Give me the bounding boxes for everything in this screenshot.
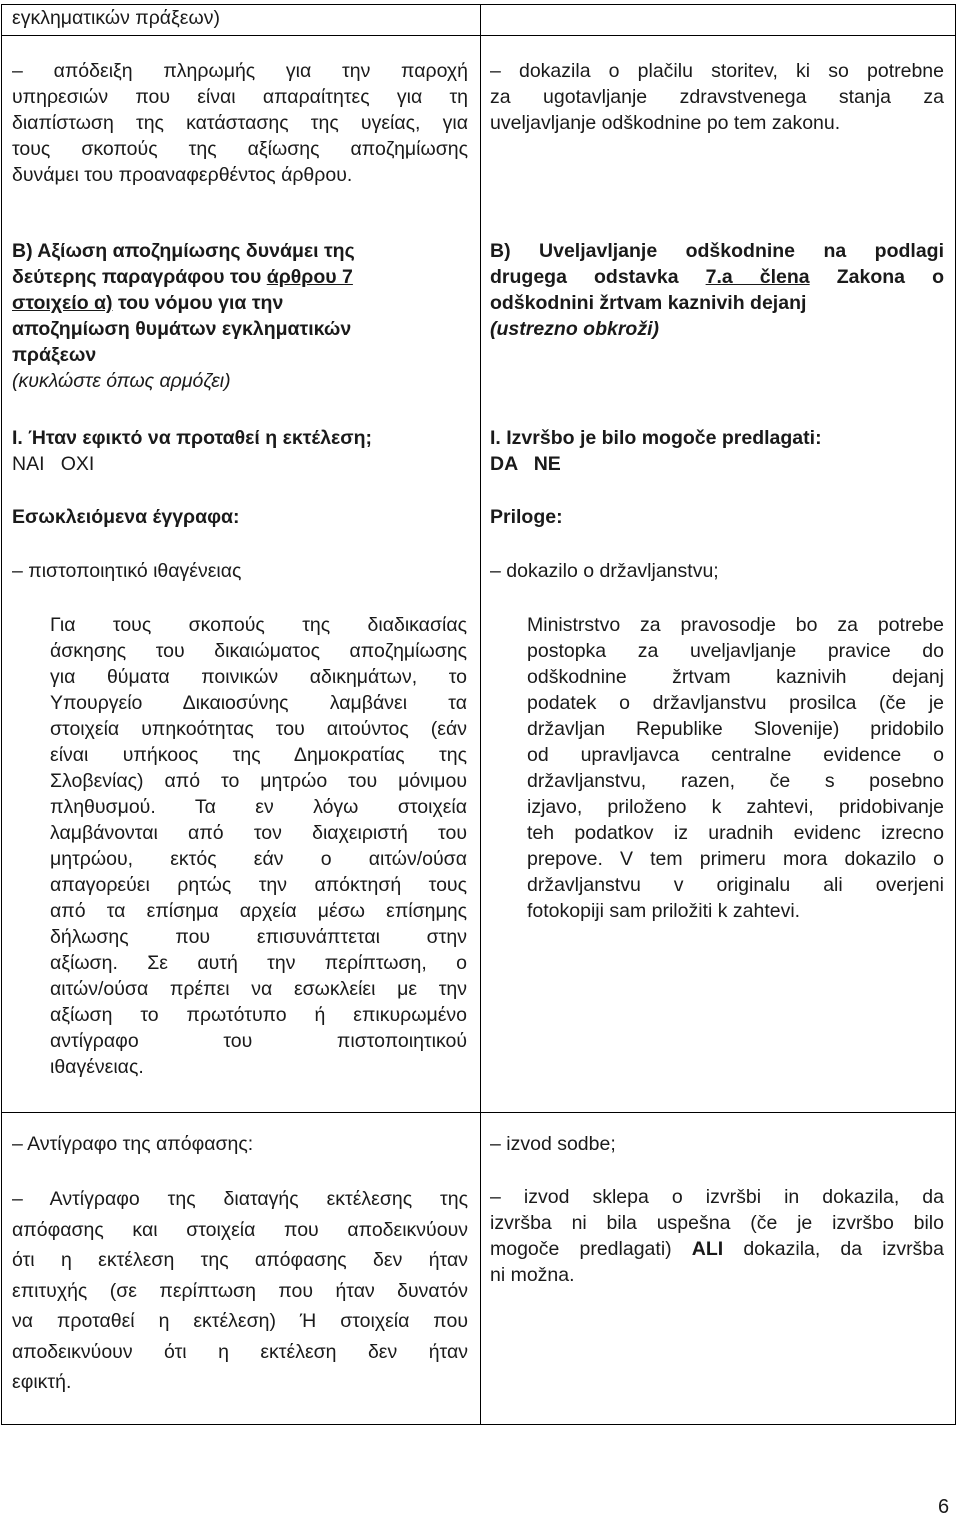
article-reference: 7.a člena xyxy=(705,266,810,288)
text-line: από τα επίσημα αρχεία μέσω επίσημης xyxy=(50,900,467,922)
right-section-b xyxy=(490,238,944,342)
text-line: αξίωση το πρωτότυπο ή επικυρωμένο xyxy=(50,1004,467,1026)
text-line: πληθυσμού. Τα εν λόγω στοιχεία xyxy=(50,796,467,818)
yes-no-answers: ΝΑΙ ΟΧΙ xyxy=(12,453,95,475)
text-line: uveljavljanje odškodnine po tem zakonu. xyxy=(490,112,841,134)
text-line: μητρώου, εκτός εάν ο αιτών/ούσα xyxy=(50,848,467,870)
right-payment-proof xyxy=(490,58,944,136)
left-header-fragment: εγκληματικών πράξεων) xyxy=(12,7,220,29)
article-reference: άρθρου 7 xyxy=(266,266,353,288)
left-question-execution xyxy=(12,425,468,477)
text-line: απόφασης και στοιχεία που αποδεικνύουν xyxy=(12,1218,468,1241)
text-line: fotokopiji sam priložiti k zahtevi. xyxy=(527,900,801,922)
right-question-execution xyxy=(490,425,944,477)
text-line: ότι η εκτέλεση της απόφασης δεν ήταν xyxy=(12,1249,468,1271)
right-citizenship-certificate: – dokazilo o državljanstvu; xyxy=(490,560,719,582)
text-line: državljan Republike Slovenije) pridobilo xyxy=(527,718,944,740)
page-number: 6 xyxy=(938,1496,950,1518)
text-line: – απόδειξη πληρωμής για την παροχή xyxy=(12,60,468,82)
text-line: είναι υπήκοος της Δημοκρατίας της xyxy=(50,744,467,766)
text-line: αποδεικνύουν ότι η εκτέλεση δεν ήταν xyxy=(12,1340,468,1363)
left-citizenship-certificate: – πιστοποιητικό ιθαγένειας xyxy=(12,560,242,582)
text-line: – dokazila o plačilu storitev, ki so potrebne xyxy=(490,60,944,82)
yes-no-answers: DA NE xyxy=(490,453,561,475)
section-b-line: B) Uveljavljanje odškodnine na podlagi xyxy=(490,240,944,262)
row-divider xyxy=(2,1112,955,1113)
section-b-line: odškodnini žrtvam kaznivih dejanj xyxy=(490,292,807,314)
text-line: mogoče predlagati) ALI dokazila, da izvršba xyxy=(490,1238,945,1260)
left-judgment-copy: – Αντίγραφο της απόφασης: xyxy=(12,1133,254,1155)
text-line: podatek o državljanstvu prosilca (če je xyxy=(527,692,944,714)
section-b-line: στοιχείο α) του νόμου για την xyxy=(12,292,284,314)
text-line: εφικτή. xyxy=(12,1371,72,1393)
section-b-note: (ustrezno obkroži) xyxy=(490,318,659,340)
text-line: απαγορεύει ρητώς την απόκτησή τους xyxy=(50,874,467,896)
section-b-line: πράξεων xyxy=(12,344,97,366)
column-divider xyxy=(480,5,481,1424)
section-b-note: (κυκλώστε όπως αρμόζει) xyxy=(12,370,231,392)
text-line: για θύματα ποινικών αδικημάτων, το xyxy=(50,666,467,688)
left-attachments-label: Εσωκλειόμενα έγγραφα: xyxy=(12,506,240,528)
text-line: odškodnine žrtvam kaznivih dejanj xyxy=(527,666,944,688)
text-line: – izvod sklepa o izvršbi in dokazila, da xyxy=(490,1186,944,1208)
text-line: Υπουργείο Δικαιοσύνης λαμβάνει τα xyxy=(50,692,467,714)
text-line: državljanstvu v originalu ali overjeni xyxy=(527,874,944,896)
text-line: izjavo, priloženo k zahtevi, pridobivanje xyxy=(527,796,944,818)
text-line: στοιχεία υπηκοότητας του αιτούντος (εάν xyxy=(50,718,467,740)
text-line: ιθαγένειας. xyxy=(50,1056,144,1078)
right-execution-order-copy xyxy=(490,1184,944,1288)
text-line: teh podatkov iz uradnih evidenc izrecno xyxy=(527,822,944,844)
question-text: I. Ήταν εφικτό να προταθεί η εκτέλεση; xyxy=(12,427,373,449)
text-line: άσκησης του δικαιώματος αποζημίωσης xyxy=(50,640,467,662)
section-b-line: Β) Αξίωση αποζημίωσης δυνάμει της xyxy=(12,240,355,262)
text-line: διαπίστωση της κατάστασης της υγείας, για xyxy=(12,112,468,134)
row-divider xyxy=(2,35,955,36)
point-reference: στοιχείο α) xyxy=(12,292,113,314)
right-attachments-label: Priloge: xyxy=(490,506,563,528)
left-section-b xyxy=(12,238,468,394)
text-line: Σλοβενίας) από το μητρώο του μόνιμου xyxy=(50,770,467,792)
text-line: επιτυχής (σε περίπτωση που ήταν δυνατόν xyxy=(12,1279,468,1302)
left-payment-proof xyxy=(12,58,468,188)
text-line: državljanstvu, razen, če s posebno xyxy=(527,770,944,792)
text-line: prepove. V tem primeru mora dokazilo o xyxy=(527,848,944,870)
text-line: od upravljavca centralne evidence o xyxy=(527,744,944,766)
text-line: postopka za uveljavljanje pravice do xyxy=(527,640,944,662)
section-b-line: drugega odstavka 7.a člena Zakona o xyxy=(490,266,944,288)
text-line: za ugotavljanje zdravstvenega stanja za xyxy=(490,86,944,108)
text-line: δήλωσης που επισυνάπτεται στην xyxy=(50,926,467,948)
left-ministry-note xyxy=(50,612,467,1080)
right-judgment-copy: – izvod sodbe; xyxy=(490,1133,616,1155)
text-line: τους σκοπούς της αξίωσης αποζημίωσης xyxy=(12,138,468,160)
text-line: λαμβάνονται από τον διαχειριστή του xyxy=(50,822,467,844)
text-line: ni možna. xyxy=(490,1264,575,1286)
text-line: υπηρεσιών που είναι απαραίτητες για τη xyxy=(12,86,468,108)
text-line: αιτών/ούσα πρέπει να εσωκλείει με την xyxy=(50,978,467,1000)
section-b-line: αποζημίωση θυμάτων εγκληματικών xyxy=(12,318,352,340)
text-line: Για τους σκοπούς της διαδικασίας xyxy=(50,614,467,636)
text-line: – Αντίγραφο της διαταγής εκτέλεσης της xyxy=(12,1188,468,1210)
section-b-line: δεύτερης παραγράφου του άρθρου 7 xyxy=(12,266,353,288)
text-line: αξίωση. Σε αυτή την περίπτωση, ο xyxy=(50,952,467,974)
or-emphasis: ALI xyxy=(691,1238,724,1260)
text-line: δυνάμει του προαναφερθέντος άρθρου. xyxy=(12,164,353,186)
text-line: izvršba ni bila uspešna (če je izvršbo bilo xyxy=(490,1212,944,1234)
text-line: να προταθεί η εκτέλεση) Ή στοιχεία που xyxy=(12,1310,468,1332)
text-line: αντίγραφο του πιστοποιητικού xyxy=(50,1030,467,1052)
left-execution-order-copy xyxy=(12,1184,468,1398)
right-ministry-note xyxy=(527,612,944,924)
question-text: I. Izvršbo je bilo mogoče predlagati: xyxy=(490,427,822,449)
text-line: Ministrstvo za pravosodje bo za potrebe xyxy=(527,614,944,636)
